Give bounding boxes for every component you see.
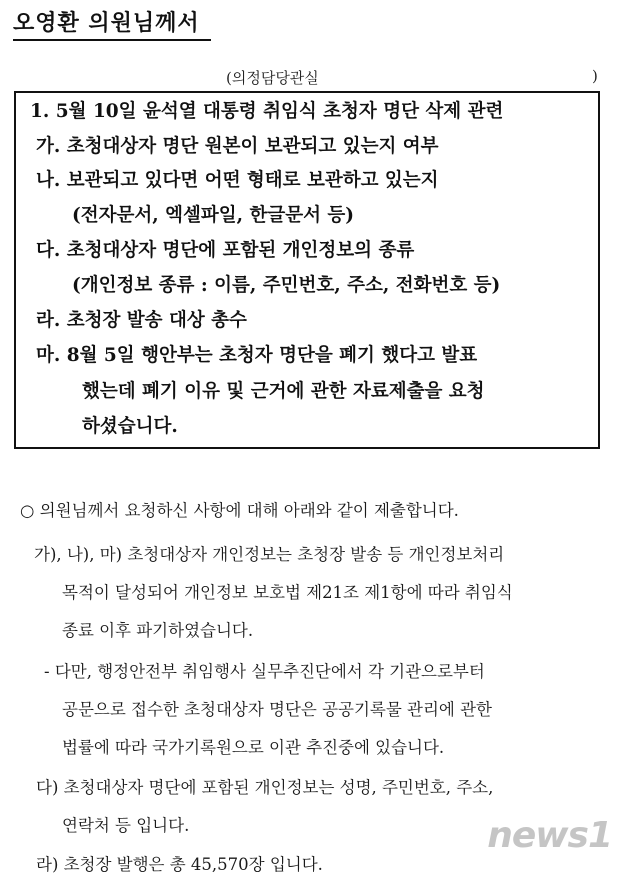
title-underline xyxy=(13,39,211,41)
request-item-ma-line2: 했는데 폐기 이유 및 근거에 관한 자료제출을 요청 xyxy=(82,381,485,402)
response-answer-da-line2: 연락처 등 입니다. xyxy=(62,816,190,835)
request-heading: 1. 5월 10일 윤석열 대통령 취임식 초청자 명단 삭제 관련 xyxy=(30,101,504,122)
news1-watermark: news1 xyxy=(487,815,612,856)
response-note-line2: 공문으로 접수한 초청대상자 명단은 공공기록물 관리에 관한 xyxy=(62,700,492,719)
response-answer-da: 다) 초청대상자 명단에 포함된 개인정보는 성명, 주민번호, 주소, xyxy=(36,778,494,797)
department-close-paren: ) xyxy=(592,67,598,85)
addressee-title: 오영환 의원님께서 xyxy=(13,10,200,36)
response-answer-ga-na-ma-line2: 목적이 달성되어 개인정보 보호법 제21조 제1항에 따라 취임식 xyxy=(62,583,513,602)
request-box xyxy=(14,91,600,449)
response-note: - 다만, 행정안전부 취임행사 실무추진단에서 각 기관으로부터 xyxy=(44,662,485,681)
response-intro: ○ 의원님께서 요청하신 사항에 대해 아래와 같이 제출합니다. xyxy=(20,501,459,520)
request-item-na: 나. 보관되고 있다면 어떤 형태로 보관하고 있는지 xyxy=(36,170,439,191)
response-answer-ga-na-ma-line3: 종료 이후 파기하였습니다. xyxy=(62,621,254,640)
response-answer-ga-na-ma: 가), 나), 마) 초청대상자 개인정보는 초청장 발송 등 개인정보처리 xyxy=(34,545,505,564)
request-item-da: 다. 초청대상자 명단에 포함된 개인정보의 종류 xyxy=(36,240,415,261)
response-answer-ra: 라) 초청장 발행은 총 45,570장 입니다. xyxy=(36,855,323,874)
request-item-ma-line3: 하셨습니다. xyxy=(82,416,178,437)
request-item-ga: 가. 초청대상자 명단 원본이 보관되고 있는지 여부 xyxy=(36,136,439,157)
request-item-na-note: (전자문서, 엑셀파일, 한글문서 등) xyxy=(72,205,355,226)
department-label: (의정담당관실 xyxy=(226,69,319,87)
response-note-line3: 법률에 따라 국가기록원으로 이관 추진중에 있습니다. xyxy=(62,738,445,757)
request-item-da-note: (개인정보 종류 : 이름, 주민번호, 주소, 전화번호 등) xyxy=(72,275,501,296)
request-item-ra: 라. 초청장 발송 대상 총수 xyxy=(36,310,247,331)
request-item-ma: 마. 8월 5일 행안부는 초청자 명단을 폐기 했다고 발표 xyxy=(36,345,478,366)
